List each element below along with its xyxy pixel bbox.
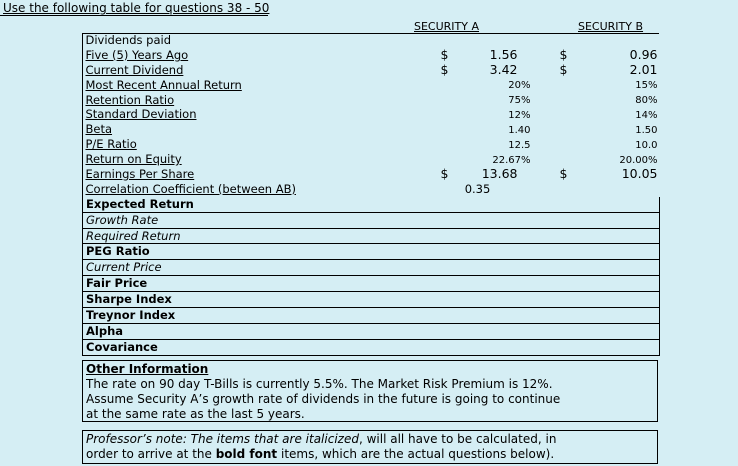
question-security-a-cell xyxy=(413,292,536,308)
row-label: Five (5) Years Ago xyxy=(85,47,189,62)
note-text-2: , will all have to be calculated, in xyxy=(358,432,557,446)
question-security-b-cell xyxy=(536,212,660,228)
row-label-cell xyxy=(83,63,413,78)
security-b-value-cell xyxy=(536,63,660,78)
row-label: Retention Ratio xyxy=(85,92,175,107)
table-row xyxy=(83,137,660,152)
question-security-a-cell xyxy=(413,339,536,355)
question-security-b-cell xyxy=(536,323,660,339)
security-a-value-cell xyxy=(413,107,536,122)
row-label: Standard Deviation xyxy=(85,107,197,122)
security-b-value: 80% xyxy=(635,95,658,106)
question-security-a-cell xyxy=(413,276,536,292)
question-label-cell xyxy=(83,292,413,308)
heading-underline xyxy=(0,15,268,16)
question-security-a-cell xyxy=(413,244,536,260)
security-b-value: 10.05 xyxy=(621,167,658,182)
question-label: Covariance xyxy=(86,339,158,354)
row-label-cell xyxy=(83,78,413,93)
question-row xyxy=(83,323,660,339)
question-label-cell xyxy=(83,323,413,339)
row-label-cell xyxy=(83,93,413,108)
question-security-a-cell xyxy=(413,197,536,212)
question-row xyxy=(83,260,660,276)
table-heading: Use the following table for questions 38 - 50 xyxy=(3,1,270,15)
row-label: Correlation Coefficient (between AB) xyxy=(85,181,296,196)
security-a-value: 22.67% xyxy=(492,154,531,166)
security-b-value: 15% xyxy=(635,80,658,92)
row-label-cell xyxy=(83,137,413,152)
currency-symbol: $ xyxy=(440,62,449,78)
question-label-cell xyxy=(83,212,413,228)
question-security-b-cell xyxy=(536,339,660,355)
table-row xyxy=(83,48,660,63)
question-row xyxy=(83,197,660,212)
question-security-b-cell xyxy=(536,228,660,244)
question-label-cell xyxy=(83,339,413,355)
note-italic-word: italicized xyxy=(305,432,359,446)
question-label-cell xyxy=(83,308,413,324)
question-security-b-cell xyxy=(536,260,660,276)
question-security-a-cell xyxy=(413,228,536,244)
security-a-value: 1.56 xyxy=(489,47,518,63)
row-label: Beta xyxy=(85,122,113,137)
currency-symbol: $ xyxy=(559,47,568,63)
question-row xyxy=(83,212,660,228)
security-a-value: 13.68 xyxy=(481,167,518,182)
security-a-value-cell xyxy=(413,63,536,78)
row-label: Most Recent Annual Return xyxy=(85,77,242,92)
currency-symbol: $ xyxy=(559,167,568,182)
note-text-4: items, which are the actual questions below). xyxy=(277,447,555,461)
security-b-value-cell xyxy=(536,48,660,63)
row-label-cell xyxy=(83,167,413,182)
security-b-value-cell xyxy=(536,107,660,122)
security-a-value-cell xyxy=(413,152,536,167)
currency-symbol: $ xyxy=(559,62,568,78)
security-b-value-cell xyxy=(536,152,660,167)
security-b-value: 14% xyxy=(635,109,658,121)
security-b-value-cell xyxy=(536,93,660,108)
question-security-a-cell xyxy=(413,212,536,228)
security-a-value-cell xyxy=(413,33,536,48)
correlation-value-cell xyxy=(413,182,660,197)
question-label: Alpha xyxy=(86,323,124,338)
security-b-value-cell xyxy=(536,78,660,93)
security-a-value-cell xyxy=(413,48,536,63)
note-text-3: order to arrive at the xyxy=(86,447,216,461)
security-a-value: 3.42 xyxy=(489,62,518,78)
note-text-1: Professor’s note: The items that are xyxy=(86,432,306,446)
row-label-cell xyxy=(83,152,413,167)
row-label: Return on Equity xyxy=(85,152,182,167)
row-label-cell xyxy=(83,48,413,63)
row-label: P/E Ratio xyxy=(85,137,137,152)
security-b-value: 1.50 xyxy=(635,124,658,136)
row-label-cell xyxy=(83,33,413,48)
security-a-value: 20% xyxy=(508,80,531,92)
question-label-cell xyxy=(83,260,413,276)
row-label-cell xyxy=(83,122,413,137)
table-row xyxy=(83,33,660,48)
security-a-value: 12.5 xyxy=(508,139,531,151)
security-b-value-cell xyxy=(536,33,660,48)
column-header-security-b: SECURITY B xyxy=(578,20,644,33)
row-label-cell xyxy=(83,182,413,197)
question-label: Sharpe Index xyxy=(86,292,172,307)
row-label: Current Dividend xyxy=(85,62,184,77)
question-security-a-cell xyxy=(413,260,536,276)
security-b-value-cell xyxy=(536,122,660,137)
security-b-value-cell xyxy=(536,167,660,182)
question-security-b-cell xyxy=(536,292,660,308)
question-label-cell xyxy=(83,276,413,292)
question-label: Expected Return xyxy=(86,196,194,211)
professor-note-line-1 xyxy=(86,432,654,447)
security-b-value: 0.96 xyxy=(629,47,658,63)
security-a-value-cell xyxy=(413,93,536,108)
question-label-cell xyxy=(83,228,413,244)
question-label: Fair Price xyxy=(86,276,148,291)
row-label-cell xyxy=(83,107,413,122)
table-row xyxy=(83,152,660,167)
question-row xyxy=(83,308,660,324)
question-label: PEG Ratio xyxy=(86,244,150,259)
question-row xyxy=(83,292,660,308)
other-information-line-2: Assume Security A’s growth rate of dividends in the future is going to continue xyxy=(86,392,561,406)
question-security-a-cell xyxy=(413,308,536,324)
professor-note-box xyxy=(82,430,658,464)
currency-symbol: $ xyxy=(440,167,449,182)
security-a-value: 1.40 xyxy=(508,124,531,136)
other-information-box xyxy=(82,360,658,422)
table-row xyxy=(83,93,660,108)
security-data-table xyxy=(82,33,660,356)
table-row xyxy=(83,63,660,78)
table-row xyxy=(83,107,660,122)
currency-symbol: $ xyxy=(440,47,449,63)
table-row xyxy=(83,122,660,137)
question-security-b-cell xyxy=(536,197,660,212)
correlation-value: 0.35 xyxy=(464,181,491,196)
other-information-title: Other Information xyxy=(86,362,209,376)
table-row xyxy=(83,78,660,93)
table-row xyxy=(83,182,660,197)
question-label-cell xyxy=(83,197,413,212)
question-label: Required Return xyxy=(86,228,181,243)
security-b-value-cell xyxy=(536,137,660,152)
security-a-value-cell xyxy=(413,122,536,137)
question-security-a-cell xyxy=(413,323,536,339)
question-label-cell xyxy=(83,244,413,260)
question-row xyxy=(83,339,660,355)
security-a-value-cell xyxy=(413,167,536,182)
question-label: Treynor Index xyxy=(86,307,176,322)
note-bold-words: bold font xyxy=(215,447,278,461)
question-row xyxy=(83,228,660,244)
security-b-value: 2.01 xyxy=(629,62,658,78)
security-a-value-cell xyxy=(413,137,536,152)
professor-note-line-2 xyxy=(86,447,654,462)
other-information-line-1: The rate on 90 day T-Bills is currently 5.5%. The Market Risk Premium is 12%. xyxy=(86,377,553,391)
other-information-line-3: at the same rate as the last 5 years. xyxy=(86,407,305,421)
security-b-value: 20.00% xyxy=(619,154,658,166)
question-security-b-cell xyxy=(536,276,660,292)
column-header-security-a: SECURITY A xyxy=(414,20,480,33)
security-a-value: 12% xyxy=(508,109,531,121)
security-a-value: 75% xyxy=(508,95,531,106)
security-b-value: 10.0 xyxy=(635,139,658,151)
question-row xyxy=(83,276,660,292)
question-security-b-cell xyxy=(536,244,660,260)
row-label: Earnings Per Share xyxy=(85,167,195,181)
question-security-b-cell xyxy=(536,308,660,324)
table-row xyxy=(83,167,660,182)
question-row xyxy=(83,244,660,260)
security-a-value-cell xyxy=(413,78,536,93)
question-label: Current Price xyxy=(86,260,162,275)
question-label: Growth Rate xyxy=(86,212,159,227)
row-label: Dividends paid xyxy=(85,33,172,47)
